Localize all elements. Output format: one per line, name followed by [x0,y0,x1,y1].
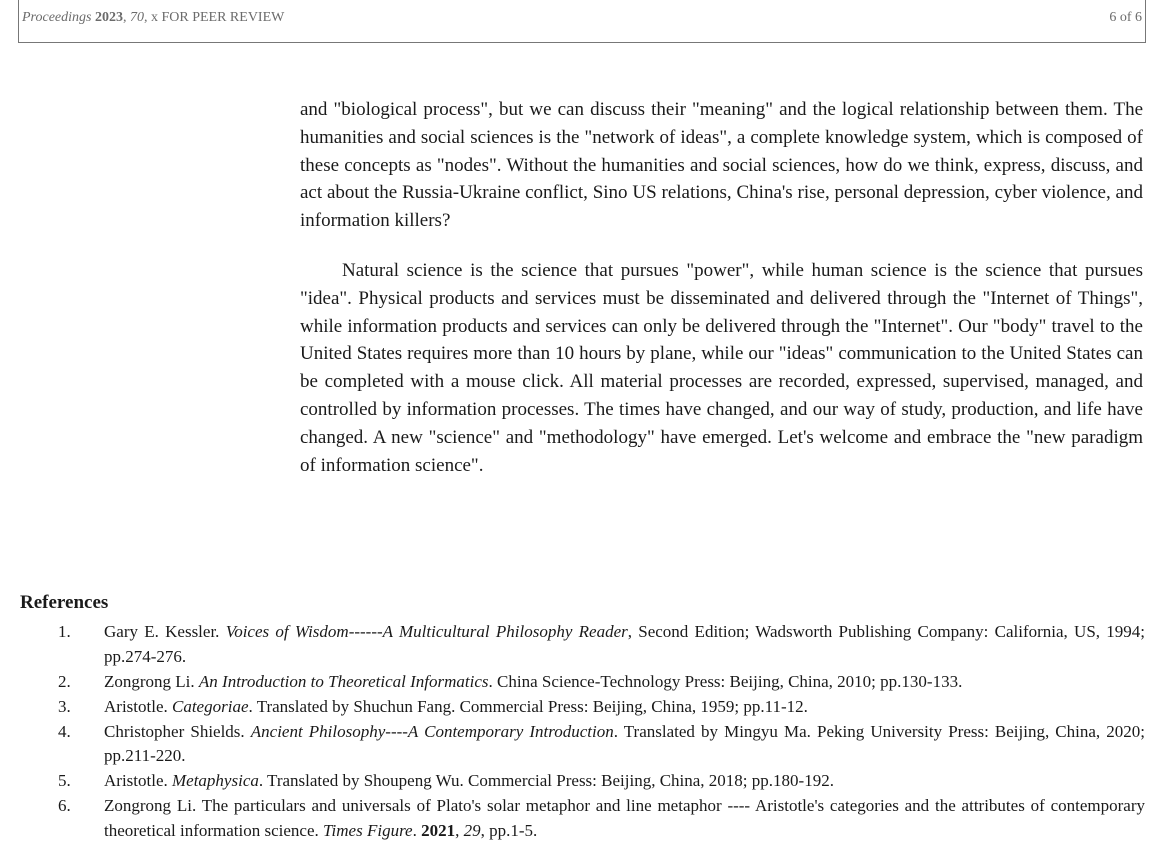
reference-number: 2. [58,671,71,691]
reference-authors: Zongrong Li. The particulars and universals of Plato's solar metaphor and line metaphor ---- Aristotle's categories and the attributes of contemporary theoretical information science. [104,796,1145,840]
reference-separator: , [455,820,464,840]
reference-title: Metaphysica [172,771,259,790]
reference-details: . Translated by Mingyu Ma. Peking University Press: Beijing, China, 2020; pp.211-220. [104,721,1145,765]
header-journal: Proceedings [22,10,92,25]
reference-item [20,769,1145,794]
body-paragraph-1: and "biological process", but we can discuss their "meaning" and the logical relationship between them. The humanities and social sciences is the "network of ideas", a complete knowledge system, which is composed of these concepts as "nodes". Without the humanities and social sciences, how do we think, express, discuss, and act about the Russia-Ukraine conflict, Sino US relations, China's rise, personal depression, cyber violence, and information killers? [300,99,1143,232]
reference-authors: Zongrong Li. [104,671,199,691]
reference-pages: , pp.1-5. [480,820,538,840]
header-page-number: 6 of 6 [1109,10,1142,25]
reference-title: Times Figure [323,820,413,840]
reference-authors: Gary E. Kessler. [104,622,226,641]
reference-volume: 29 [463,820,481,840]
reference-details: . China Science-Technology Press: Beijing, China, 2010; pp.130-133. [488,671,963,691]
header-citation: Proceedings 2023, 70, x FOR PEER REVIEW [22,10,285,25]
references-section [20,590,1145,844]
reference-separator: . [412,820,422,840]
reference-title: Categoriae [172,696,249,716]
reference-details: , Second Edition; Wadsworth Publishing Company: California, US, 1994; pp.274-276. [104,622,1146,666]
body-paragraph-2: Natural science is the science that pursues "power", while human science is the science that pursues "idea". Physical products and services must be disseminated and delivered through the "Internet of Things", while information products and services can only be delivered through the "Internet". Our "body" travel to the United States requires more than 10 hours by plane, while our "ideas" communication to the United States can be completed with a mouse click. All material processes are recorded, expressed, supervised, managed, and controlled by information processes. The times have changed, and our way of study, production, and life have changed. A new "science" and "methodology" have emerged. Let's welcome and embrace the "new paradigm of information science". [300,259,1143,476]
reference-authors: Aristotle. [104,771,172,790]
main-text [300,96,1143,479]
reference-item [20,620,1145,669]
references-heading: References [20,592,109,613]
reference-number: 1. [58,622,71,641]
reference-details: . Translated by Shoupeng Wu. Commercial Press: Beijing, China, 2018; pp.180-192. [258,771,834,790]
header-suffix: , x FOR PEER REVIEW [143,10,285,25]
reference-item [20,670,1145,695]
reference-authors: Aristotle. [104,696,172,716]
reference-title: Ancient Philosophy----A Contemporary Introduction [250,721,614,741]
page-header [18,0,1146,43]
reference-list [20,620,1145,843]
reference-number: 6. [58,796,71,815]
reference-item [20,695,1145,720]
reference-item [20,720,1145,769]
reference-number: 3. [58,696,71,716]
reference-authors: Christopher Shields. [104,721,251,741]
reference-number: 4. [58,721,71,741]
reference-year: 2021 [421,820,456,840]
header-volume: 70 [129,10,144,25]
reference-title: Voices of Wisdom------A Multicultural Philosophy Reader [225,622,628,641]
reference-number: 5. [58,771,71,790]
reference-title: An Introduction to Theoretical Informatics [198,671,489,691]
header-year: 2023 [94,10,123,25]
reference-item [20,794,1145,843]
reference-details: . Translated by Shuchun Fang. Commercial Press: Beijing, China, 1959; pp.11-12. [248,696,808,716]
